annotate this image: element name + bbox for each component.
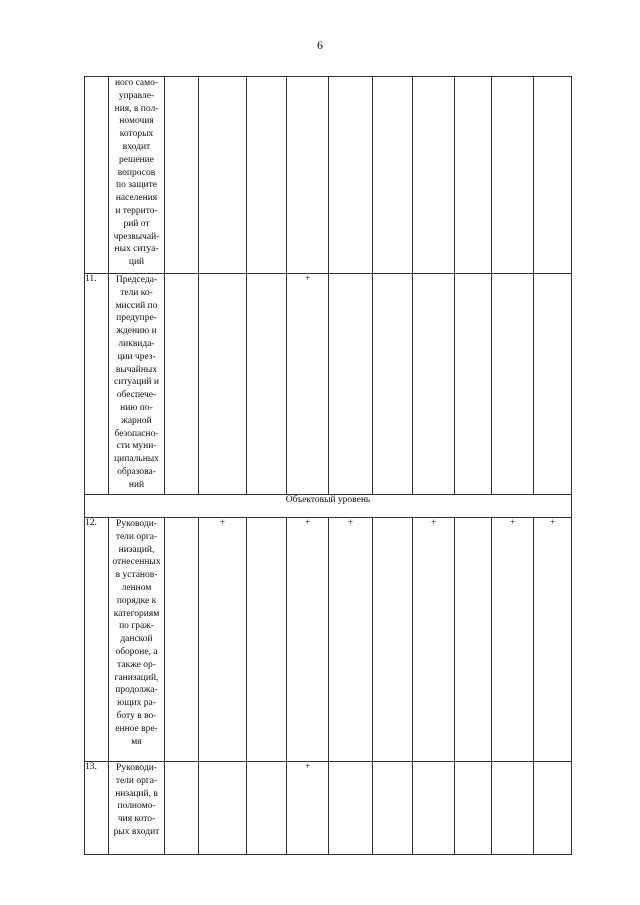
description-line: которых <box>119 129 154 140</box>
mark-cell <box>373 518 413 762</box>
description-line: ципальных <box>114 454 159 465</box>
mark-cell <box>373 274 413 495</box>
description-line: мя <box>131 736 142 747</box>
mark-cell <box>247 762 287 855</box>
description-line: низаций, <box>118 544 155 555</box>
mark-cell <box>165 762 199 855</box>
row-description <box>109 77 165 274</box>
description-line: Председа- <box>115 275 158 285</box>
description-line: ний <box>128 479 145 490</box>
description-line: ций <box>128 257 145 268</box>
description-line: чия кото- <box>117 814 156 825</box>
description-line: боту в во- <box>116 710 157 721</box>
description-line: данской <box>120 634 153 645</box>
description-line: сти муни- <box>116 441 157 452</box>
description-line: тели орга- <box>115 531 158 542</box>
description-line: продолжа- <box>115 685 158 696</box>
mark-cell <box>199 77 247 274</box>
level-row <box>85 495 572 518</box>
description-line: вопросов <box>117 167 156 178</box>
description-line: категориям <box>113 608 160 619</box>
mark-cell <box>199 762 247 855</box>
mark-cell <box>373 762 413 855</box>
mark-cell: + <box>287 274 329 495</box>
mark-cell <box>413 274 455 495</box>
page-number: 6 <box>317 38 323 52</box>
mark-cell <box>199 274 247 495</box>
description-line: енное вре- <box>115 723 158 734</box>
mark-cell <box>534 77 572 274</box>
row-description <box>109 274 165 495</box>
row-description <box>109 518 165 762</box>
description-line: по граж- <box>119 621 154 632</box>
description-line: входит <box>122 141 151 152</box>
description-line: низаций, в <box>115 788 158 799</box>
description-line: обеспече- <box>116 390 157 401</box>
mark-cell <box>413 77 455 274</box>
mark-cell <box>492 762 534 855</box>
mark-cell <box>329 762 373 855</box>
description-line: также ор- <box>117 659 156 670</box>
description-line: порядке к <box>116 595 157 606</box>
mark-cell <box>534 762 572 855</box>
description-line: ных ситуа- <box>114 244 159 255</box>
table-row <box>85 762 572 855</box>
mark-cell <box>455 518 492 762</box>
mark-cell <box>165 274 199 495</box>
mark-cell <box>413 762 455 855</box>
mark-cell: + <box>413 518 455 762</box>
description-line: в установ- <box>115 570 158 581</box>
mark-cell <box>534 274 572 495</box>
description-line: ного само- <box>114 78 159 88</box>
mark-cell <box>165 77 199 274</box>
mark-cell: + <box>492 518 534 762</box>
description-line: рых входит <box>113 826 160 837</box>
description-line: ции чрез- <box>117 351 156 362</box>
mark-cell <box>165 518 199 762</box>
description-line: вычайных <box>115 364 158 375</box>
row-number: 11. <box>85 274 109 495</box>
mark-cell: + <box>329 518 373 762</box>
description-line: решение <box>119 154 154 165</box>
mark-cell: + <box>287 518 329 762</box>
description-line: номочия <box>119 116 154 127</box>
mark-cell <box>455 762 492 855</box>
description-line: тели ко- <box>120 287 153 298</box>
description-line: и террито- <box>115 205 158 216</box>
table-row <box>85 77 572 274</box>
mark-cell: + <box>199 518 247 762</box>
mark-cell <box>455 77 492 274</box>
description-line: предупре- <box>116 313 157 324</box>
description-line: обороне, а <box>115 646 158 657</box>
mark-cell <box>455 274 492 495</box>
description-line: отнесенных <box>112 557 161 568</box>
row-number: 12. <box>85 518 109 762</box>
level-title: Объектовый уровень <box>85 495 572 518</box>
description-line: населения <box>115 193 158 204</box>
description-line: ждению и <box>116 326 157 337</box>
description-line: образова- <box>117 466 156 477</box>
description-line: ганизаций, <box>114 672 159 683</box>
description-line: безопасно- <box>114 428 159 439</box>
training-table <box>84 76 572 855</box>
description-line: ленном <box>121 582 152 593</box>
mark-cell: + <box>287 762 329 855</box>
row-number: 13. <box>85 762 109 855</box>
description-line: ликвида- <box>118 338 155 349</box>
mark-cell <box>329 274 373 495</box>
description-line: рий от <box>123 218 150 229</box>
description-line: миссий по <box>115 300 158 311</box>
description-line: по защите <box>116 180 157 191</box>
description-line: управле- <box>118 90 155 101</box>
row-description <box>109 762 165 855</box>
description-line: нию по- <box>120 402 153 413</box>
description-line: ющих ра- <box>117 698 156 709</box>
table-row <box>85 274 572 495</box>
row-number <box>85 77 109 274</box>
description-line: Руководи- <box>116 763 157 773</box>
mark-cell <box>492 274 534 495</box>
mark-cell <box>329 77 373 274</box>
table-row <box>85 518 572 762</box>
description-line: полномо- <box>117 801 156 812</box>
mark-cell <box>247 77 287 274</box>
description-line: ситуаций и <box>114 377 159 388</box>
mark-cell <box>247 518 287 762</box>
mark-cell <box>373 77 413 274</box>
mark-cell <box>492 77 534 274</box>
description-line: тели орга- <box>115 775 158 786</box>
description-line: чрезвычай- <box>113 231 160 242</box>
description-line: Руководи- <box>116 519 157 529</box>
mark-cell <box>247 274 287 495</box>
mark-cell: + <box>534 518 572 762</box>
mark-cell <box>287 77 329 274</box>
description-line: ния, в пол- <box>114 103 159 114</box>
description-line: жарной <box>121 415 152 426</box>
